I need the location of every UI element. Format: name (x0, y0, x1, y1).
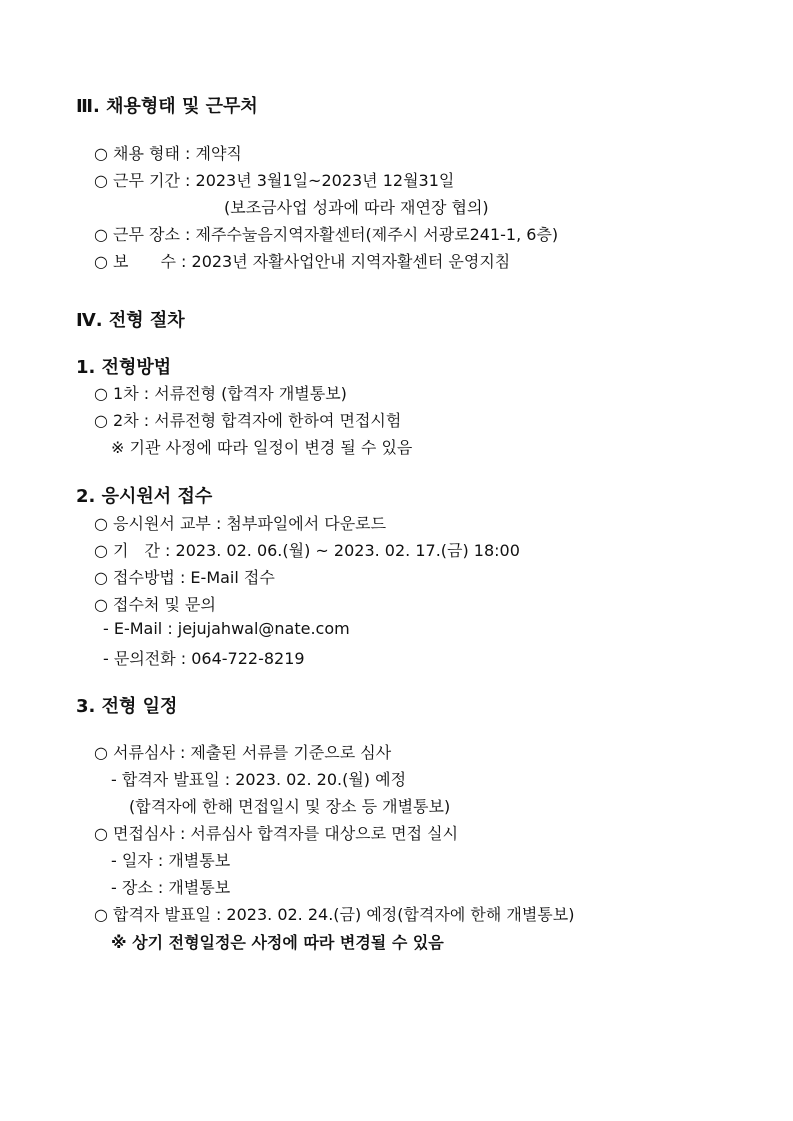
method-note: ※ 기관 사정에 따라 일정이 변경 될 수 있음 (111, 438, 413, 457)
interview-place: - 장소 : 개별통보 (111, 878, 231, 897)
interview-line: ○ 면접심사 : 서류심사 합격자를 대상으로 면접 실시 (94, 824, 459, 843)
work-place-line: ○ 근무 장소 : 제주수눌음지역자활센터(제주시 서광로241-1, 6층) (94, 225, 559, 244)
method-second-round: ○ 2차 : 서류전형 합격자에 한하여 면접시험 (94, 411, 402, 430)
application-contact-line: ○ 접수처 및 문의 (94, 595, 216, 614)
document-review-line: ○ 서류심사 : 제출된 서류를 기준으로 심사 (94, 743, 392, 762)
application-method-line: ○ 접수방법 : E-Mail 접수 (94, 568, 275, 587)
interview-date: - 일자 : 개별통보 (111, 851, 231, 870)
method-first-round: ○ 1차 : 서류전형 (합격자 개별통보) (94, 384, 347, 403)
work-period-line: ○ 근무 기간 : 2023년 3월1일~2023년 12월31일 (94, 171, 455, 190)
section-3-heading: Ⅲ. 채용형태 및 근무처 (76, 96, 258, 117)
document-result-date: - 합격자 발표일 : 2023. 02. 20.(월) 예정 (111, 770, 407, 789)
salary-line: ○ 보 수 : 2023년 자활사업안내 지역자활센터 운영지침 (94, 252, 511, 271)
application-period-line: ○ 기 간 : 2023. 02. 06.(월) ~ 2023. 02. 17.(금) 18:00 (94, 541, 520, 560)
application-heading: 2. 응시원서 접수 (76, 486, 213, 507)
final-result-line: ○ 합격자 발표일 : 2023. 02. 24.(금) 예정(합격자에 한해 개별통보) (94, 905, 575, 924)
contact-email: - E-Mail : jejujahwal@nate.com (103, 619, 350, 638)
document-result-note: (합격자에 한해 면접일시 및 장소 등 개별통보) (129, 797, 451, 816)
section-4-heading: Ⅳ. 전형 절차 (76, 310, 185, 331)
employment-type-line: ○ 채용 형태 : 계약직 (94, 144, 242, 163)
schedule-heading: 3. 전형 일정 (76, 696, 178, 717)
schedule-note: ※ 상기 전형일정은 사정에 따라 변경될 수 있음 (111, 933, 444, 952)
application-form-line: ○ 응시원서 교부 : 첨부파일에서 다운로드 (94, 514, 387, 533)
method-heading: 1. 전형방법 (76, 357, 172, 378)
contact-phone: - 문의전화 : 064-722-8219 (103, 649, 305, 668)
work-period-note: (보조금사업 성과에 따라 재연장 협의) (224, 198, 489, 217)
